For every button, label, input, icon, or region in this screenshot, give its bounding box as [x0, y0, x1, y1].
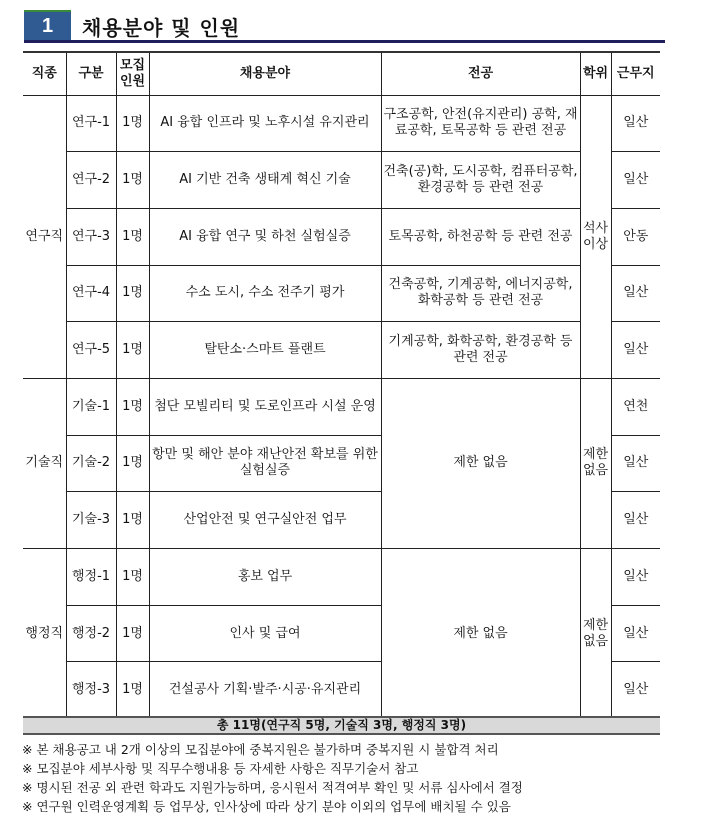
- field-cell: 항만 및 해안 분야 재난안전 확보를 위한 실험실증: [149, 435, 381, 492]
- field-cell: 첨단 모빌리티 및 도로인프라 시설 운영: [149, 378, 381, 435]
- location-cell: 일산: [611, 265, 660, 322]
- table-row: [23, 549, 660, 606]
- major-cell: 건축공학, 기계공학, 에너지공학, 화학공학 등 관련 전공: [381, 265, 580, 322]
- division-cell: 연구-1: [66, 95, 116, 152]
- division-cell: 기술-2: [66, 435, 116, 492]
- field-cell: 건설공사 기획·발주·시공·유지관리: [149, 662, 381, 719]
- division-cell: 연구-3: [66, 208, 116, 265]
- note-item: [22, 759, 702, 778]
- header-degree: 학위: [580, 52, 611, 95]
- division-cell: 연구-5: [66, 322, 116, 379]
- note-item: [22, 778, 702, 797]
- division-cell: 행정-1: [66, 549, 116, 606]
- division-cell: 기술-1: [66, 378, 116, 435]
- table-row: [23, 378, 660, 435]
- headcount-cell: 1명: [116, 435, 149, 492]
- reference-mark-icon: ※: [22, 799, 33, 814]
- major-cell: 제한 없음: [381, 378, 580, 548]
- location-cell: 연천: [611, 378, 660, 435]
- reference-mark-icon: ※: [22, 780, 33, 795]
- header-field: 채용분야: [149, 52, 381, 95]
- division-cell: 연구-4: [66, 265, 116, 322]
- note-text: 명시된 전공 외 관련 학과도 지원가능하며, 응시원서 적격여부 확인 및 서류 심사에서 결정: [36, 780, 523, 795]
- reference-mark-icon: ※: [22, 761, 33, 776]
- field-cell: 홍보 업무: [149, 549, 381, 606]
- total-summary-row: 총 11명(연구직 5명, 기술직 3명, 행정직 3명): [23, 716, 660, 735]
- division-cell: 기술-3: [66, 492, 116, 549]
- headcount-cell: 1명: [116, 208, 149, 265]
- major-cell: 제한 없음: [381, 549, 580, 719]
- table-row: [23, 152, 660, 209]
- job-type-cell: 행정직: [23, 549, 66, 719]
- header-division: 구분: [66, 52, 116, 95]
- degree-cell: 제한 없음: [580, 378, 611, 548]
- headcount-cell: 1명: [116, 492, 149, 549]
- headcount-cell: 1명: [116, 662, 149, 719]
- note-item: [22, 740, 702, 759]
- location-cell: 일산: [611, 322, 660, 379]
- header-location: 근무지: [611, 52, 660, 95]
- major-cell: 건축(공)학, 도시공학, 컴퓨터공학, 환경공학 등 관련 전공: [381, 152, 580, 209]
- degree-cell: 제한 없음: [580, 549, 611, 719]
- section-title: 채용분야 및 인원: [82, 16, 241, 40]
- major-cell: 기계공학, 화학공학, 환경공학 등 관련 전공: [381, 322, 580, 379]
- division-cell: 행정-3: [66, 662, 116, 719]
- table-row: [23, 95, 660, 152]
- location-cell: 일산: [611, 549, 660, 606]
- division-cell: 행정-2: [66, 605, 116, 662]
- recruitment-table: [23, 51, 660, 719]
- note-text: 모집분야 세부사항 및 직무수행내용 등 자세한 사항은 직무기술서 참고: [36, 761, 419, 776]
- field-cell: 탈탄소·스마트 플랜트: [149, 322, 381, 379]
- section-number-badge: 1: [24, 10, 71, 40]
- location-cell: 일산: [611, 435, 660, 492]
- note-text: 본 채용공고 내 2개 이상의 모집분야에 중복지원은 불가하며 중복지원 시 불합격 처리: [36, 742, 499, 757]
- headcount-cell: 1명: [116, 549, 149, 606]
- degree-cell: 석사 이상: [580, 95, 611, 378]
- job-type-cell: 연구직: [23, 95, 66, 378]
- reference-mark-icon: ※: [22, 742, 33, 757]
- field-cell: 인사 및 급여: [149, 605, 381, 662]
- header-job-type: 직종: [23, 52, 66, 95]
- note-text: 연구원 인력운영계획 등 업무상, 인사상에 따라 상기 분야 이외의 업무에 배치될 수 있음: [36, 799, 511, 814]
- table-row: [23, 265, 660, 322]
- note-item: [22, 797, 702, 816]
- headcount-cell: 1명: [116, 152, 149, 209]
- major-cell: 구조공학, 안전(유지관리) 공학, 재료공학, 토목공학 등 관련 전공: [381, 95, 580, 152]
- job-type-cell: 기술직: [23, 378, 66, 548]
- location-cell: 일산: [611, 605, 660, 662]
- headcount-cell: 1명: [116, 95, 149, 152]
- division-cell: 연구-2: [66, 152, 116, 209]
- field-cell: 산업안전 및 연구실안전 업무: [149, 492, 381, 549]
- table-row: [23, 208, 660, 265]
- header-major: 전공: [381, 52, 580, 95]
- field-cell: AI 융합 인프라 및 노후시설 유지관리: [149, 95, 381, 152]
- location-cell: 일산: [611, 95, 660, 152]
- notes-list: [22, 740, 702, 816]
- location-cell: 일산: [611, 662, 660, 719]
- headcount-cell: 1명: [116, 265, 149, 322]
- headcount-cell: 1명: [116, 605, 149, 662]
- headcount-cell: 1명: [116, 378, 149, 435]
- section-header: [24, 10, 665, 43]
- table-row: [23, 322, 660, 379]
- major-cell: 토목공학, 하천공학 등 관련 전공: [381, 208, 580, 265]
- location-cell: 안동: [611, 208, 660, 265]
- location-cell: 일산: [611, 152, 660, 209]
- field-cell: AI 기반 건축 생태계 혁신 기술: [149, 152, 381, 209]
- headcount-cell: 1명: [116, 322, 149, 379]
- table-header-row: [23, 52, 660, 95]
- field-cell: AI 융합 연구 및 하천 실험실증: [149, 208, 381, 265]
- field-cell: 수소 도시, 수소 전주기 평가: [149, 265, 381, 322]
- header-headcount: 모집 인원: [116, 52, 149, 95]
- location-cell: 일산: [611, 492, 660, 549]
